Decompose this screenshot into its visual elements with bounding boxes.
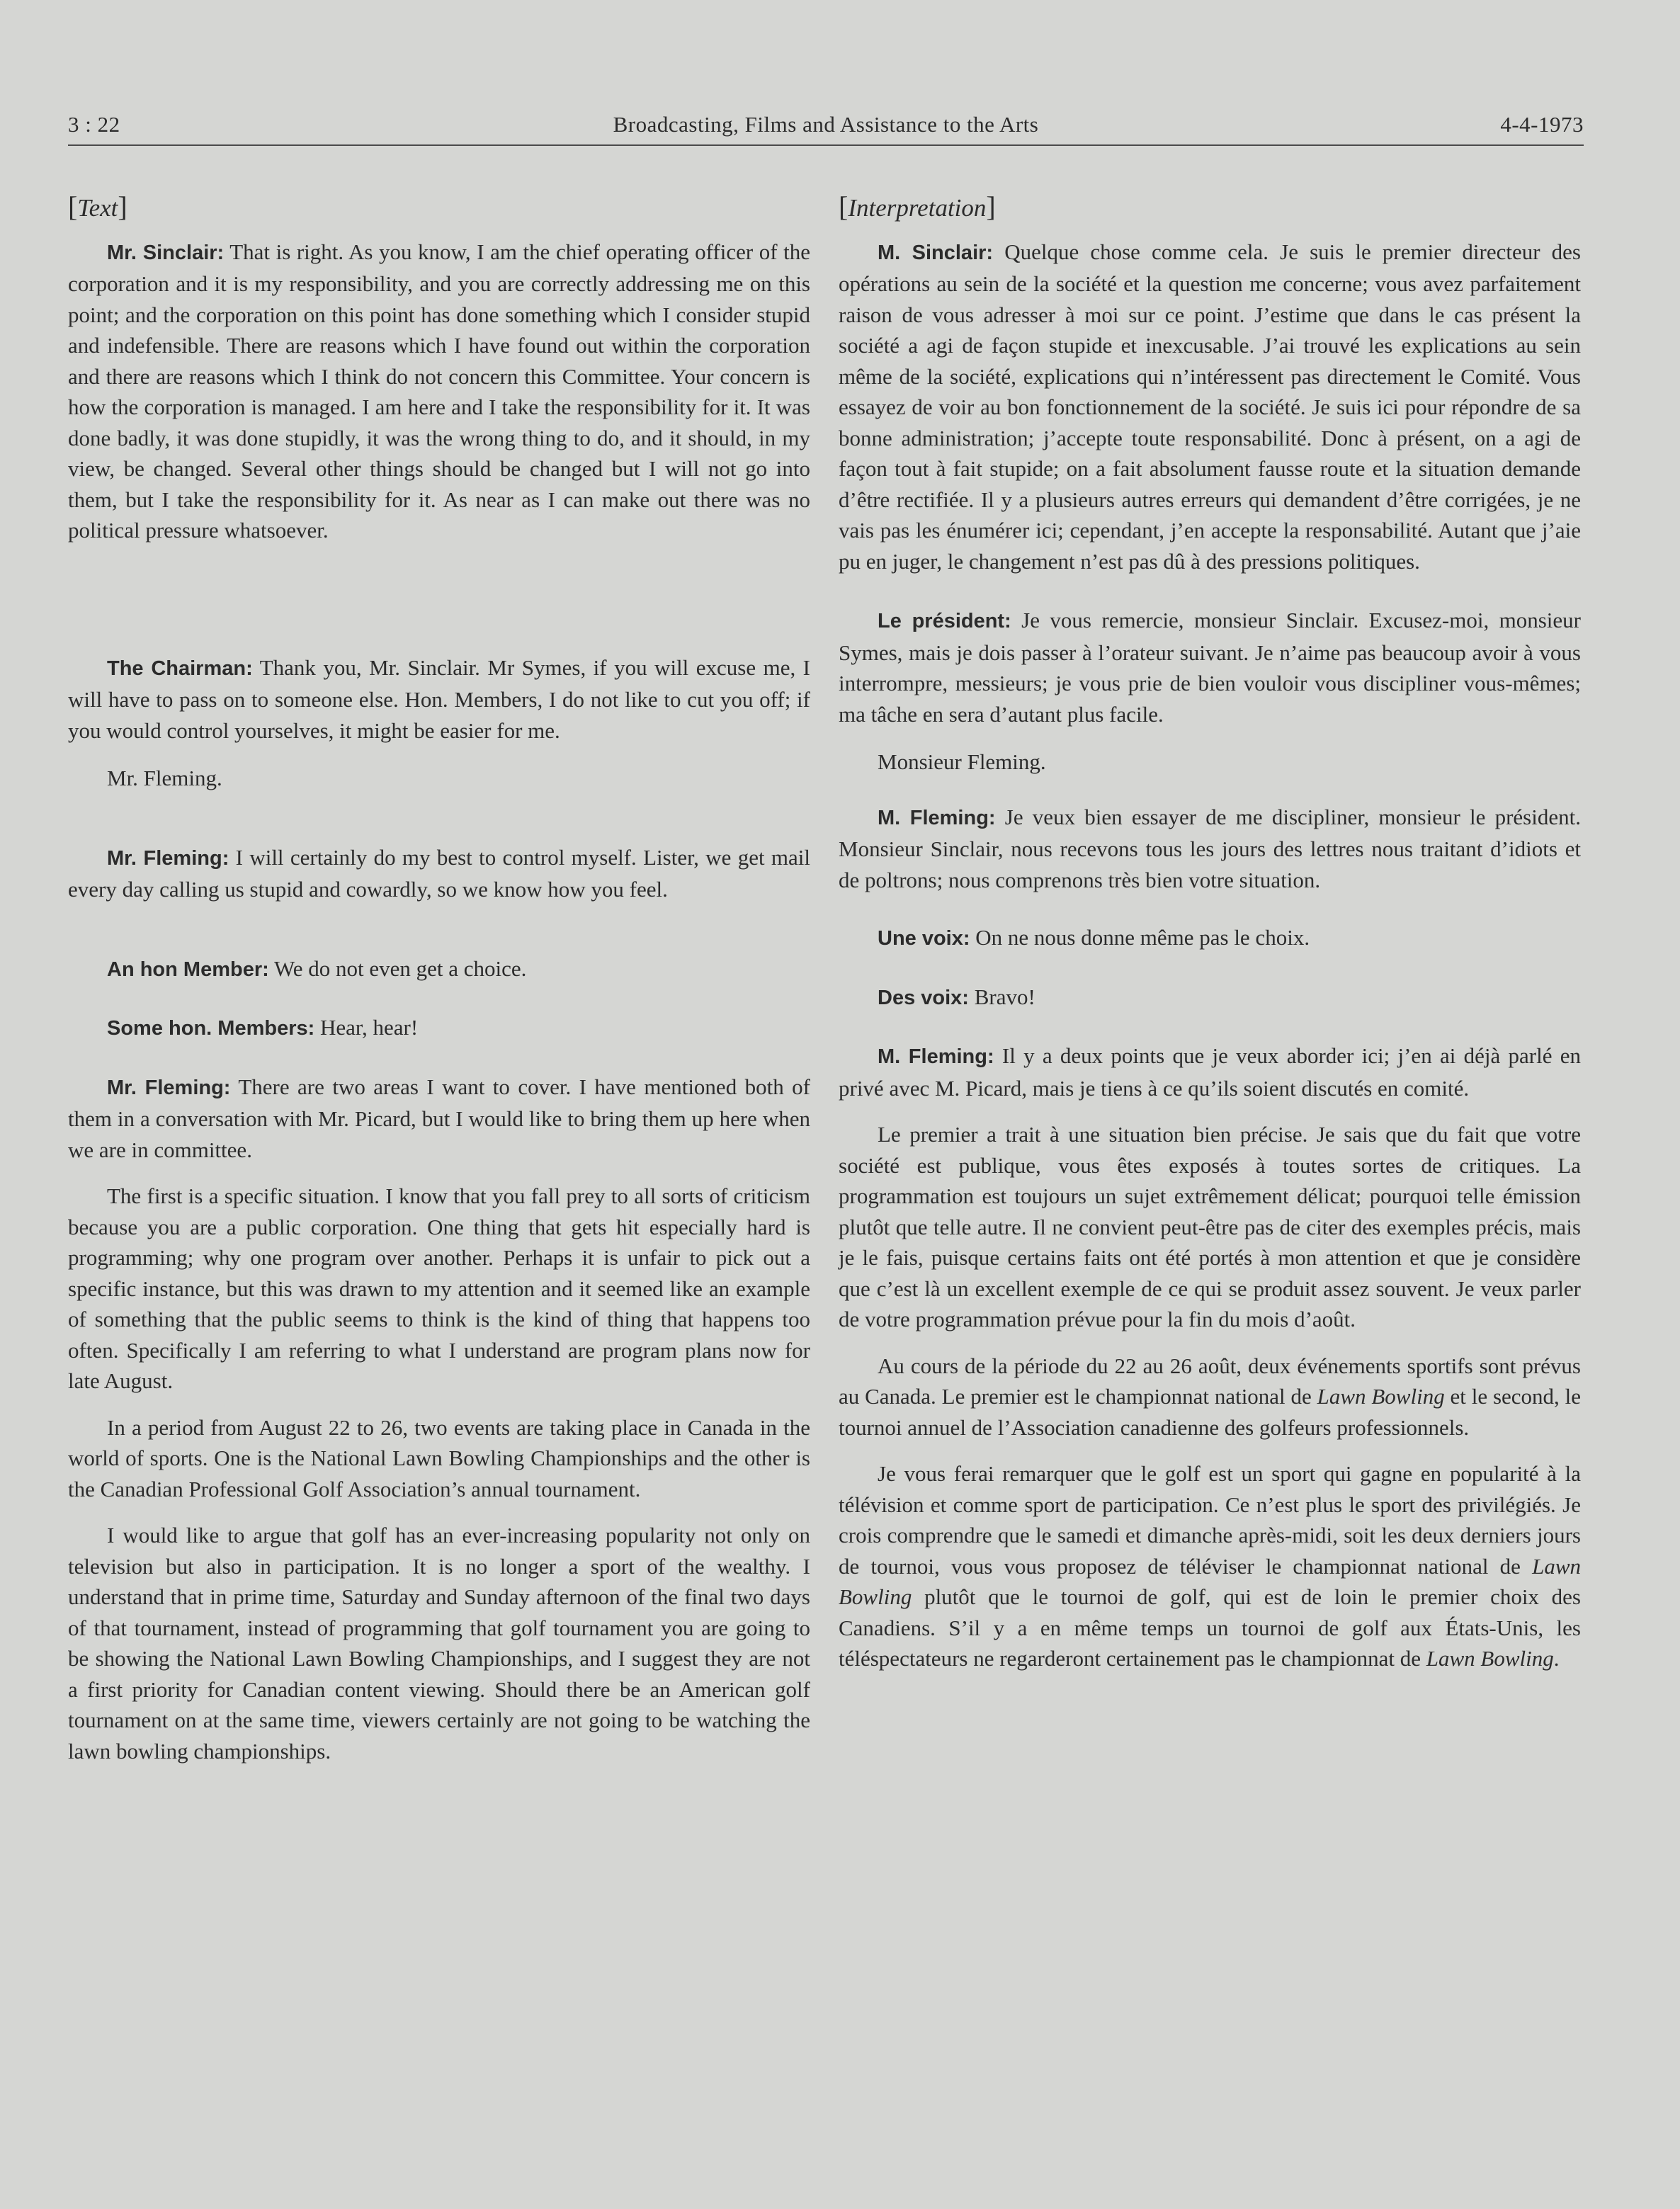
paragraph: Une voix: On ne nous donne même pas le choix.: [878, 925, 1310, 950]
paragraph: Mr. Fleming: There are two areas I want to cover. I have mentioned both of them in a conversation with Mr. Picard, but I would like to bring them up here when we are in committee.: [68, 1074, 810, 1162]
speaker-name: M. Sinclair:: [878, 241, 994, 264]
interpretation-label: [Interpretation]: [839, 191, 996, 222]
paragraph: An hon Member: We do not even get a choice.: [107, 955, 527, 981]
text-label: [Text]: [68, 191, 127, 222]
speaker-name: Mr. Fleming:: [107, 846, 229, 870]
paragraph: I would like to argue that golf has an ever-increasing popularity not only on television but also in participation. It is no longer a sport of the wealthy. I understand that in prime time, Saturday and Sunday afternoon of the final two days of that tournament, instead of programming that golf tournament you are going to be showing the National Lawn Bowling Championships, and I suggest they are not a first priority for Canadian content viewing. Should there be an American golf tournament on at the same time, viewers certainly are not going to be watching the lawn bowling championships.: [68, 1523, 810, 1764]
page-date: 4-4-1973: [1500, 112, 1584, 137]
paragraph: The Chairman: Thank you, Mr. Sinclair. Mr Symes, if you will excuse me, I will have to pass on to someone else. Hon. Members, I do not like to cut you off; if you would control yourselves, it might be easier for me.: [68, 654, 810, 743]
paragraph: Je vous ferai remarquer que le golf est un sport qui gagne en popularité à la télévision et comme sport de participation. Ce n’est plus le sport des privilégiés. Je crois comprendre que le samedi et dimanche après-midi, soit les deux derniers jours de tournoi, vous vous proposez de téléviser le championnat national de Lawn Bowling plutôt que le tournoi de golf, qui est de loin le premier choix des Canadiens. S’il y a en même temps un tournoi de golf aux États-Unis, les téléspectateurs ne regarderont certainement pas le championnat de Lawn Bowling.: [839, 1461, 1581, 1671]
speaker-name: Mr. Fleming:: [107, 1076, 231, 1099]
speaker-name: M. Fleming:: [878, 1045, 994, 1068]
speaker-name: Le président:: [878, 610, 1011, 632]
paragraph: M. Sinclair: Quelque chose comme cela. Je suis le premier directeur des opérations au sein de la société et la question me concerne; vous avez parfaitement raison de vous adresser à moi sur ce point. J’estime que dans le cas présent la société a agi de façon stupide et inexcusable. J’ai trouvé les explications au sein même de la société, explications qui n’intéressent pas directement le Comité. Vous essayez de voir au bon fonctionnement de la société. Je suis ici pour répondre de sa bonne administration; j’accepte toute responsabilité. Donc à présent, on a agi de façon tout à fait stupide; on a fait absolument fausse route et la situation demande d’être rectifiée. Il y a plusieurs autres erreurs qui demandent d’être corrigées, je ne vais pas les énumérer ici; cependant, j’en accepte la responsabilité. Autant que j’aie pu en juger, le changement n’est pas dû à des pressions politiques.: [839, 239, 1582, 574]
paragraph: Mr. Sinclair: That is right. As you know, I am the chief operating officer of the corporation and it is my responsibility, and you are correctly addressing me on this point; and the corporation on this point has done something which I consider stupid and indefensible. There are reasons which I have found out within the corporation and there are reasons which I think do not concern this Committee. Your concern is how the corporation is managed. I am here and I take the responsibility for it. It was done badly, it was done stupidly, it was the wrong thing to do, and it should, in my view, be changed. Several other things should be changed but I will not go into them, but I take the responsibility for it. As near as I can make out there was no political pressure whatsoever.: [68, 239, 810, 543]
paragraph: Le président: Je vous remercie, monsieur Sinclair. Excusez-moi, monsieur Symes, mais je dois passer à l’orateur suivant. Je n’aime pas beaucoup avoir à vous interrompre, messieurs; je vous prie de bien vouloir vous discipliner vous-mêmes; ma tâche en sera d’autant plus facile.: [839, 608, 1582, 727]
french-column: [839, 191, 1581, 1674]
speaker-name: An hon Member:: [107, 958, 269, 981]
paragraph: Some hon. Members: Hear, hear!: [107, 1015, 419, 1040]
page-header: [68, 112, 1584, 147]
paragraph: Monsieur Fleming.: [878, 749, 1046, 774]
english-column: [68, 191, 810, 1766]
speaker-name: Some hon. Members:: [107, 1017, 315, 1040]
speaker-name: Une voix:: [878, 927, 970, 950]
paragraph: Le premier a trait à une situation bien précise. Je sais que du fait que votre société est publique, vous êtes exposés à toutes sortes de critiques. La programmation est toujours un sujet extrêmement délicat; pourquoi telle émission plutôt que telle autre. Il ne convient peut-être pas de citer des exemples précis, mais je le fais, puisque certains faits ont été portés à mon attention et que je considère que c’est là un excellent exemple de ce qui se produit assez souvent. Je veux parler de votre programmation prévue pour la fin du mois d’août.: [839, 1122, 1581, 1331]
paragraph: Au cours de la période du 22 au 26 août, deux événements sportifs sont prévus au Canada. Le premier est le championnat national de Lawn Bowling et le second, le tournoi annuel de l’Association canadienne des golfeurs professionnels.: [839, 1353, 1581, 1440]
header-rule: [68, 144, 1584, 146]
page-number: 3 : 22: [68, 112, 120, 137]
page-title: Broadcasting, Films and Assistance to the Arts: [613, 112, 1039, 137]
speaker-name: The Chairman:: [107, 657, 253, 680]
speaker-name: M. Fleming:: [878, 806, 996, 829]
paragraph: Des voix: Bravo!: [878, 984, 1035, 1009]
paragraph: M. Fleming: Je veux bien essayer de me discipliner, monsieur le président. Monsieur Sinclair, nous recevons tous les jours des lettres nous traitant d’idiots et de poltrons; nous comprenons très bien votre situation.: [839, 804, 1581, 892]
speaker-name: Des voix:: [878, 986, 969, 1009]
speaker-name: Mr. Sinclair:: [107, 241, 225, 264]
paragraph: Mr. Fleming.: [107, 766, 222, 790]
paragraph: Mr. Fleming: I will certainly do my best to control myself. Lister, we get mail every day calling us stupid and cowardly, so we know how you feel.: [68, 844, 810, 902]
paragraph: The first is a specific situation. I know that you fall prey to all sorts of criticism because you are a public corporation. One thing that gets hit especially hard is programming; why one program over another. Perhaps it is unfair to pick out a specific instance, but this was drawn to my attention and it seemed like an example of something that the public seems to think is the kind of thing that happens too often. Specifically I am referring to what I understand are program plans now for late August.: [68, 1183, 810, 1393]
paragraph: M. Fleming: Il y a deux points que je veux aborder ici; j’en ai déjà parlé en privé avec M. Picard, mais je tiens à ce qu’ils soient discutés en comité.: [839, 1043, 1581, 1101]
paragraph: In a period from August 22 to 26, two events are taking place in Canada in the world of sports. One is the National Lawn Bowling Championships and the other is the Canadian Professional Golf Association’s annual tournament.: [68, 1414, 810, 1501]
